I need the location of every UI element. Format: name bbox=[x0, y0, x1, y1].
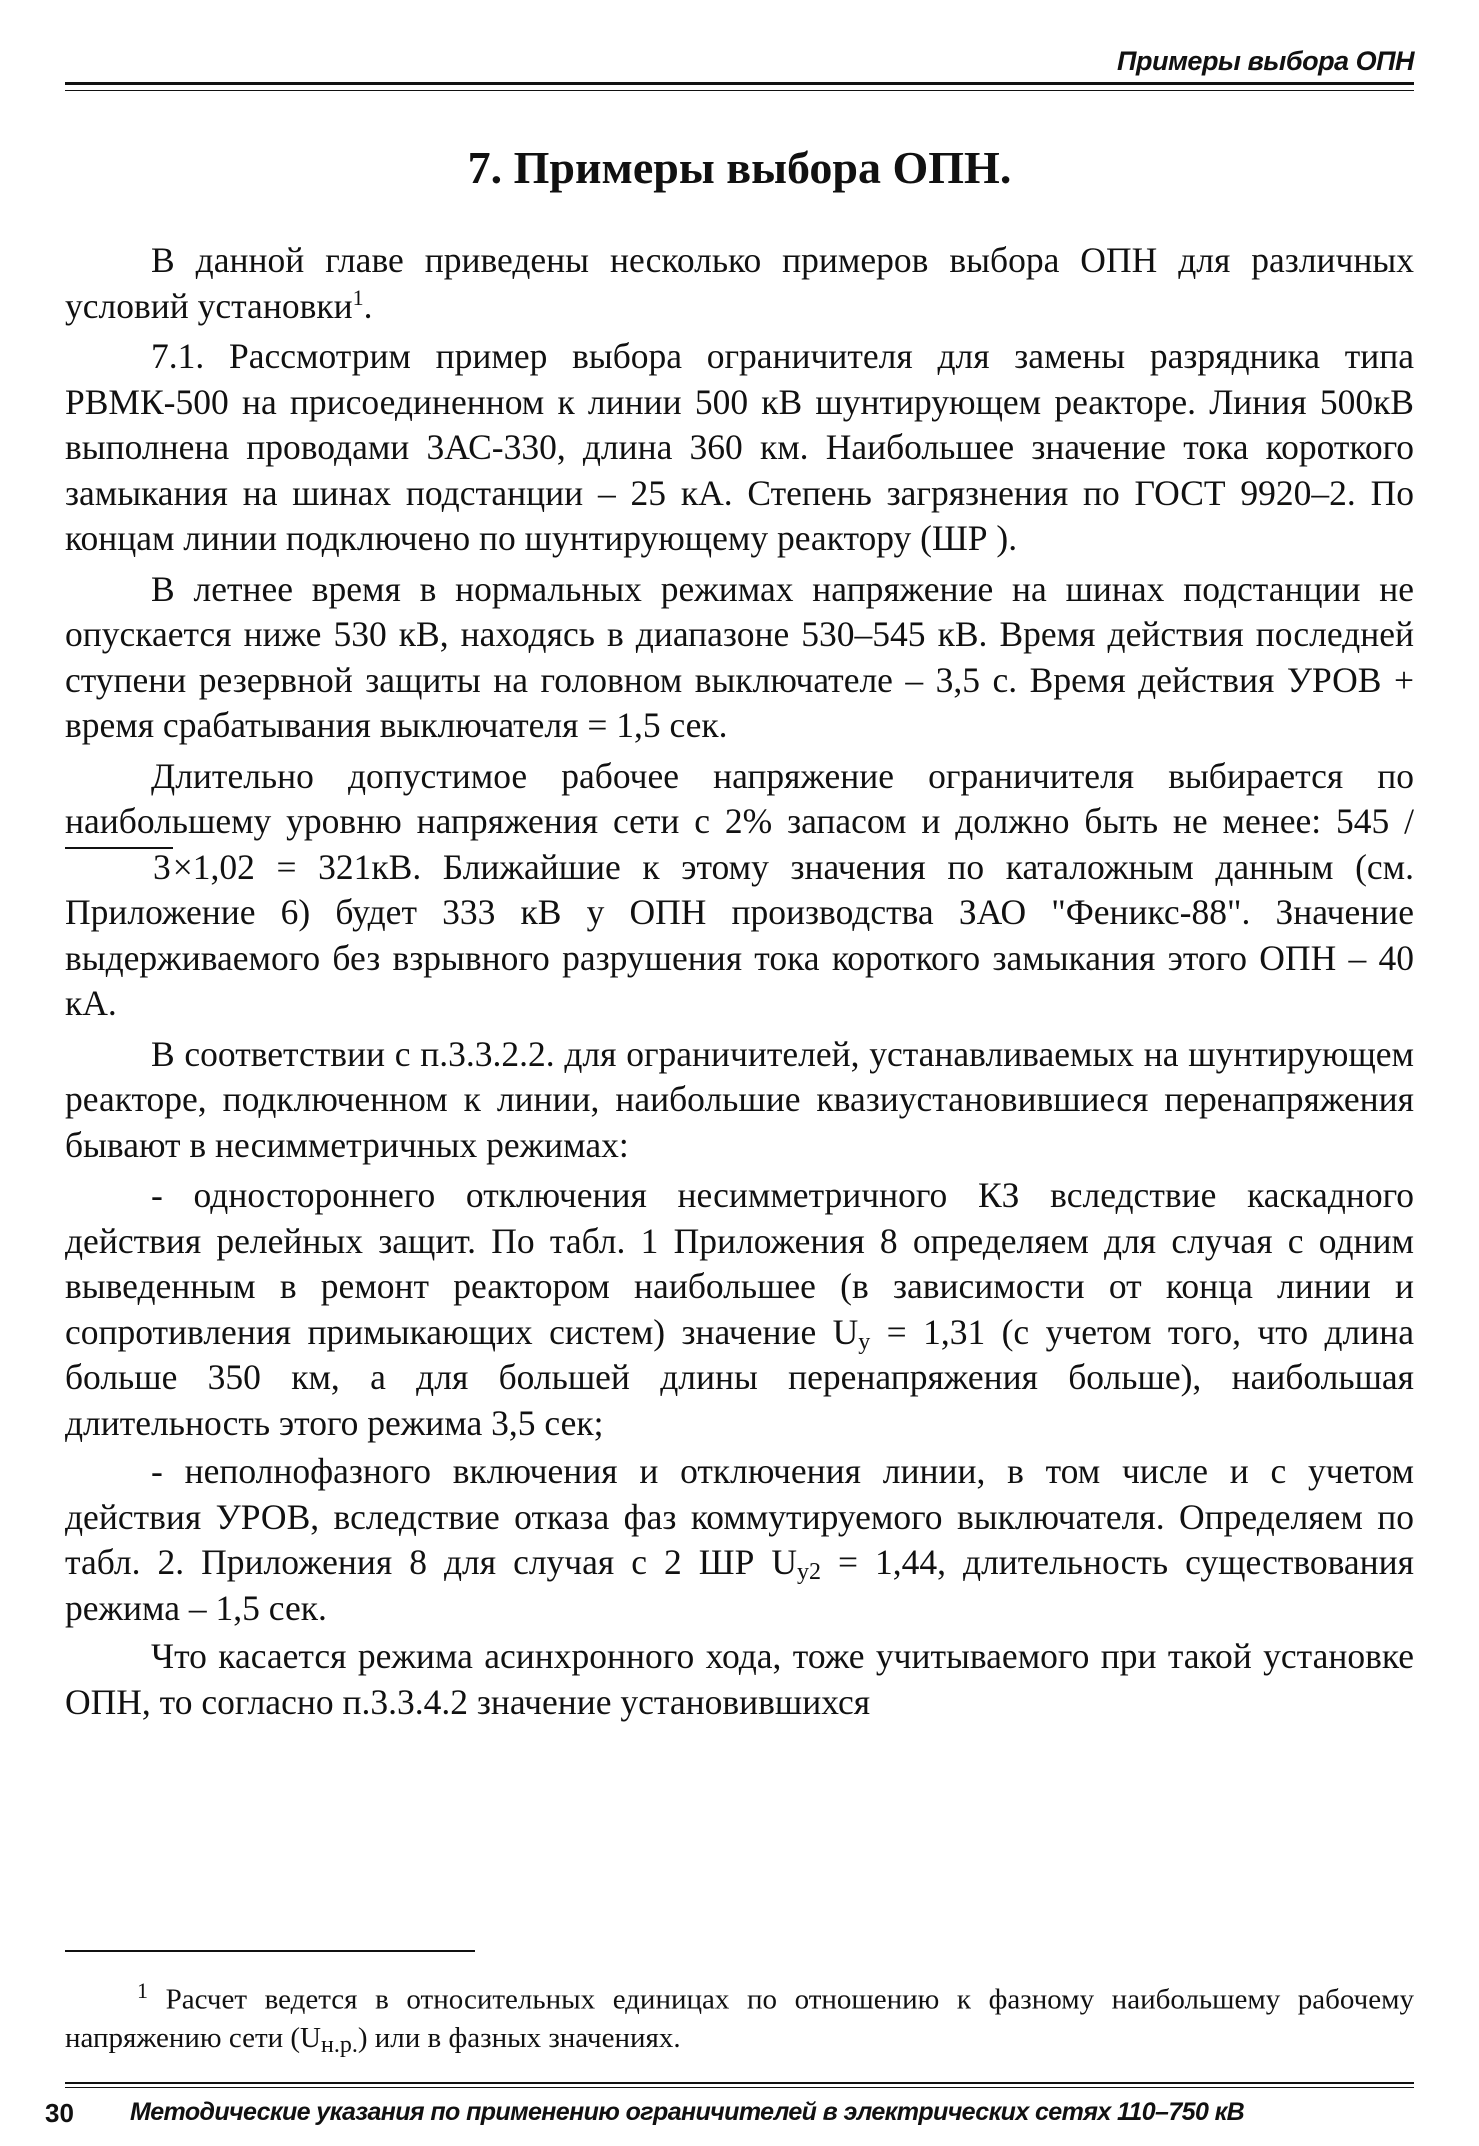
paragraph-summer-voltage: В летнее время в нормальных режимах напряжение на шинах подстанции не опускается ниже 530 кВ, находясь в диапазоне 530–545 кВ. Время действия последней ступени резервной защиты на головном выключателе – 3,5 с. Время действия УРОВ + время срабатывания выключателя = 1,5 сек. bbox=[65, 568, 1414, 745]
footnote-separator bbox=[65, 1950, 475, 1952]
header-rule bbox=[65, 82, 1414, 85]
chapter-title: 7. Примеры выбора ОПН. bbox=[467, 142, 1012, 193]
sqrt-expression: 3 bbox=[65, 847, 173, 885]
body-text bbox=[65, 238, 1414, 1730]
paragraph-example-7-1: 7.1. Рассмотрим пример выбора ограничителя для замены разрядника типа РВМК-500 на присоединенном к линии 500 кВ шунтирующем реакторе. Линия 500кВ выполнена проводами 3АС-330, длина 360 км. Наибольшее значение тока короткого замыкания на шинах подстанции – 25 кА. Степень загрязнения по ГОСТ 9920–2. По концам линии подключено по шунтирующему реактору (ШР ). bbox=[65, 336, 1414, 558]
paragraph-intro: В данной главе приведены несколько примеров выбора ОПН для различных условий установки$^1$. bbox=[65, 240, 1414, 326]
paragraph-continuous-voltage: Длительно допустимое рабочее напряжение ограничителя выбирается по наибольшему уровню напряжения сети с 2% запасом и должно быть не менее: 545 /3×1,02 = 321кВ. Ближайшие к этому значения по каталожным данным (см. Приложение 6) будет 333 кВ у ОПН производства ЗАО "Феникс-88". Значение выдерживаемого без взрывного разрушения тока короткого замыкания этого ОПН – 40 кА. bbox=[65, 755, 1414, 1023]
running-header-title: Примеры выбора ОПН bbox=[1117, 46, 1414, 76]
list-item-incomplete-phase: - неполнофазного включения и отключения линии, в том числе и с учетом действия УРОВ, вследствие отказа фаз коммутируемого выключателя. Определяем по табл. 2. Приложения 8 для случая с 2 ШР $U_{у2} = 1,44$, длительность существования режима – 1,5 сек. bbox=[65, 1451, 1415, 1628]
paragraph-asynchronous-mode: Что касается режима асинхронного хода, тоже учитываемого при такой установке ОПН, то согласно п.3.3.4.2 значение установившихся bbox=[65, 1636, 1414, 1722]
running-footer-title: Методические указания по применению ограничителей в электрических сетях 110–750 кВ bbox=[130, 2098, 1245, 2126]
page-number: 30 bbox=[45, 2098, 74, 2128]
footnote-mark: 1 bbox=[137, 1978, 148, 2003]
header-rule-thin bbox=[65, 90, 1414, 91]
footer-rule-thin bbox=[65, 2087, 1414, 2088]
footnote: $^1$ Расчет ведется в относительных единицах по отношению к фазному наибольшему рабочему напряжению сети $(U_{н.р.})$ или в фазных значениях. bbox=[65, 1978, 1414, 2058]
paragraph-quasi-steady-overvoltages: В соответствии с п.3.3.2.2. для ограничителей, устанавливаемых на шунтирующем реакторе, подключенном к линии, наибольшие квазиустановившиеся перенапряжения бывают в несимметричных режимах: bbox=[65, 1033, 1414, 1165]
footnote-reference: 1 bbox=[352, 284, 364, 310]
footer-rule bbox=[65, 2082, 1414, 2084]
list-item-one-sided-disconnection: - одностороннего отключения несимметричного КЗ вследствие каскадного действия релейных защит. По табл. 1 Приложения 8 определяем для случая с одним выведенным в ремонт реактором наибольшее (в зависимости от конца линии и сопротивления примыкающих систем) значение $U_у = 1,31$ (с учетом того, что длина больше 350 км, а для большей длины перенапряжения больше), наибольшая длительность этого режима 3,5 сек; bbox=[65, 1175, 1414, 1443]
